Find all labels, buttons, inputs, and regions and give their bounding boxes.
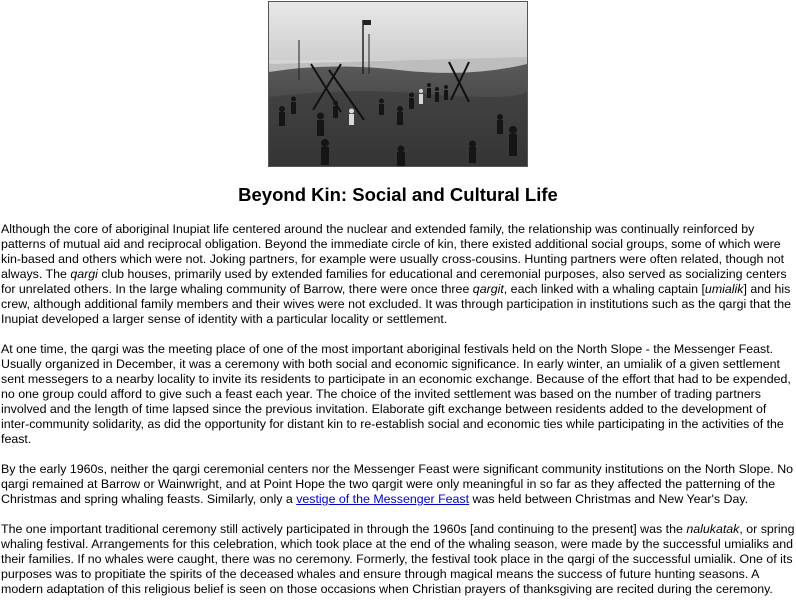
paragraph-text: was held between Christmas and New Year's Day. [469,492,749,506]
term-umialik: umialik [704,282,744,296]
paragraph-text: By the early 1960s, neither the qargi ceremonial centers nor the Messenger Feast were significant community institutions on the North Slope. No qargi remained at Barrow or Wainwright, and at Point Hope the two qargit were only meaningful in so far as they affected the patterning of the Christmas and spring whaling feasts. Similarly, only a [1,462,794,506]
page-title: Beyond Kin: Social and Cultural Life [238,184,558,205]
paragraph-text: Although the core of aboriginal Inupiat life centered around the nuclear and extended family, the relationship was continually reinforced by patterns of mutual aid and reciprocal obligation. Beyond the immediate circle of kin, there existed additional social groups, some of which were kin-based and others which were not. Joking partners, for example were usually cross-cousins. Hunting partners were often related, though not always. The [1,222,785,281]
paragraph-1 [1,222,795,327]
paragraph-text: club houses, primarily used by extended families for educational and ceremonial purposes, also served as socializing centers for unrelated others. In the large whaling community of Barrow, there were once three [1,267,787,296]
paragraph-3 [1,462,795,507]
paragraph-4 [1,522,795,597]
messenger-feast-link[interactable]: vestige of the Messenger Feast [296,492,470,506]
article-body [1,222,795,600]
paragraph-text: ] and his crew, although additional family members and their wives were not excluded. It was through participation in institutions such as the qargi that the Inupiat developed a larger sense of identity with a particular locality or settlement. [1,282,791,326]
paragraph-text: , each linked with a whaling captain [ [503,282,705,296]
term-qargit: qargit [472,282,504,296]
whaling-festival-photo [268,1,528,167]
paragraph-text: The one important traditional ceremony still actively participated in through the 1960s [and continuing to the present] was the [1,522,687,536]
paragraph-2: At one time, the qargi was the meeting place of one of the most important aboriginal festivals held on the North Slope - the Messenger Feast. Usually organized in December, it was a ceremony with both social and economic significance. In early winter, an umialik of a given settlement sent messegers to a nearby locality to invite its residents to participate in an economic exchange. Because of the effort that had to be expended, no one group could afford to give such a feast each year. The choice of the invited settlement was based on the number of trading partners involved and the length of time lapsed since the previous invitation. Elaborate gift exchange between residents added to the development of inter-community solidarity, as did the opportunity for distant kin to re-establish social and economic ties while participating in the activities of the feast. [1,342,791,446]
paragraph-text: , or spring whaling festival. Arrangements for this celebration, which took place at the end of the whaling season, were made by the successful umialiks and their families. If no whales were caught, there was no ceremony. Formerly, the festival took place in the qargi of the successful umialik. One of its purposes was to propitiate the spirits of the deceased whales and ensure through magical means the success of future hunting seasons. A modern adaptation of this religious belief is seen on those occasions when Christian prayers of thanksgiving are recited during the ceremony. [1,522,795,596]
photo-illustration-icon [269,2,527,166]
term-qargi: qargi [70,267,98,281]
term-nalukatak: nalukatak [686,522,740,536]
